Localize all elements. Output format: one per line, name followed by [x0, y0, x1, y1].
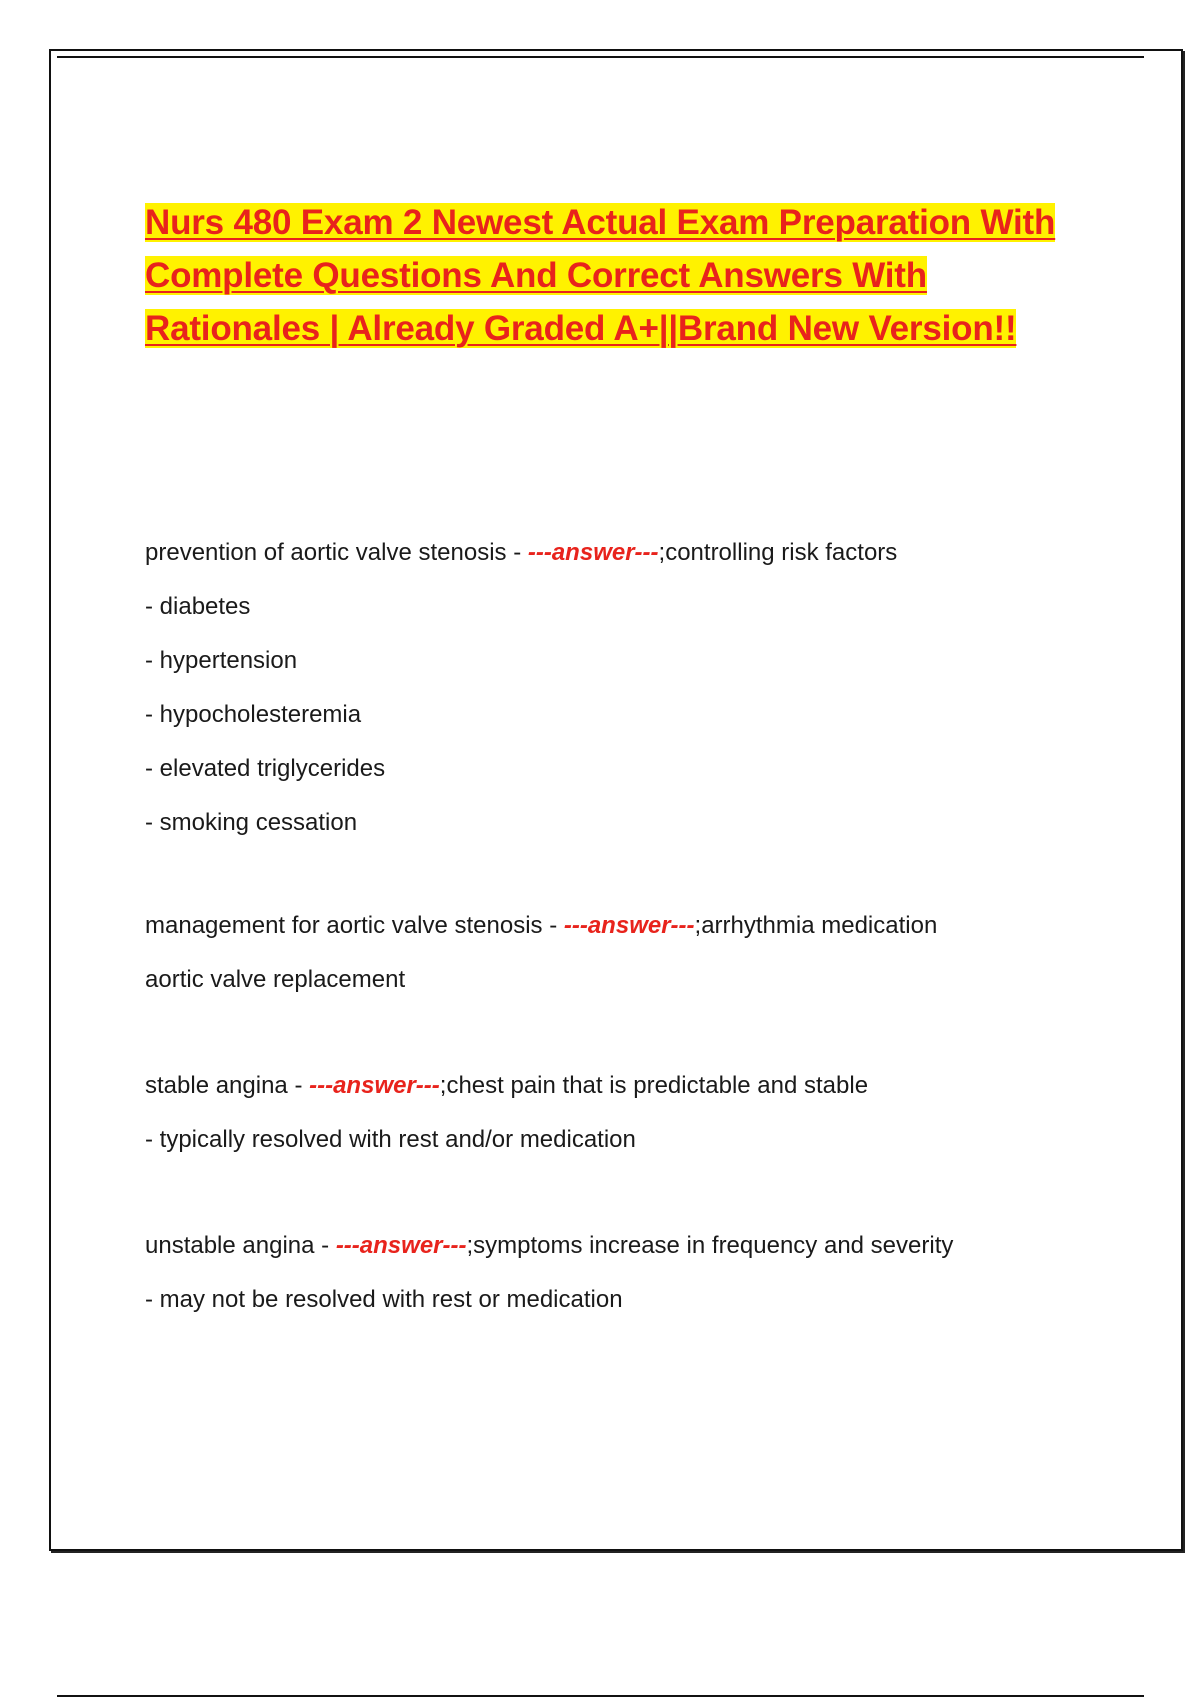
answer-marker: ---answer---	[563, 912, 695, 939]
question-line	[145, 1071, 1105, 1101]
qa-item	[145, 538, 1105, 862]
question-term: management for aortic valve stenosis -	[145, 912, 564, 939]
answer-marker: ---answer---	[527, 539, 659, 566]
detail-line: - smoking cessation	[145, 809, 358, 836]
detail-line: - hypocholesteremia	[145, 701, 362, 728]
answer-marker: ---answer---	[335, 1232, 467, 1259]
detail-line: - may not be resolved with rest or medication	[145, 1286, 623, 1313]
question-line	[145, 1231, 1105, 1261]
detail-line: aortic valve replacement	[145, 966, 406, 993]
answer-text: ;chest pain that is predictable and stable	[439, 1072, 869, 1099]
answer-marker: ---answer---	[309, 1072, 440, 1099]
answer-text: ;controlling risk factors	[658, 539, 898, 566]
question-line	[145, 911, 1105, 941]
detail-line: - typically resolved with rest and/or medication	[145, 1126, 636, 1153]
detail-line: - diabetes	[145, 593, 251, 620]
bottom-rule	[57, 1695, 1144, 1697]
question-line	[145, 538, 1105, 568]
document-title-text: Nurs 480 Exam 2 Newest Actual Exam Preparation With Complete Questions And Correct Answers With Rationales | Already Graded A+||Brand New Version!!	[145, 203, 1056, 348]
document-title	[145, 196, 1095, 355]
question-term: prevention of aortic valve stenosis -	[145, 539, 528, 566]
qa-item	[145, 1071, 1105, 1179]
answer-text: ;arrhythmia medication	[694, 912, 938, 939]
qa-item	[145, 911, 1105, 1019]
question-term: unstable angina -	[145, 1232, 336, 1259]
top-rule	[57, 56, 1144, 58]
detail-line: - hypertension	[145, 647, 298, 674]
question-term: stable angina -	[145, 1072, 310, 1099]
answer-text: ;symptoms increase in frequency and severity	[466, 1232, 954, 1259]
detail-line: - elevated triglycerides	[145, 755, 386, 782]
qa-item	[145, 1231, 1105, 1339]
